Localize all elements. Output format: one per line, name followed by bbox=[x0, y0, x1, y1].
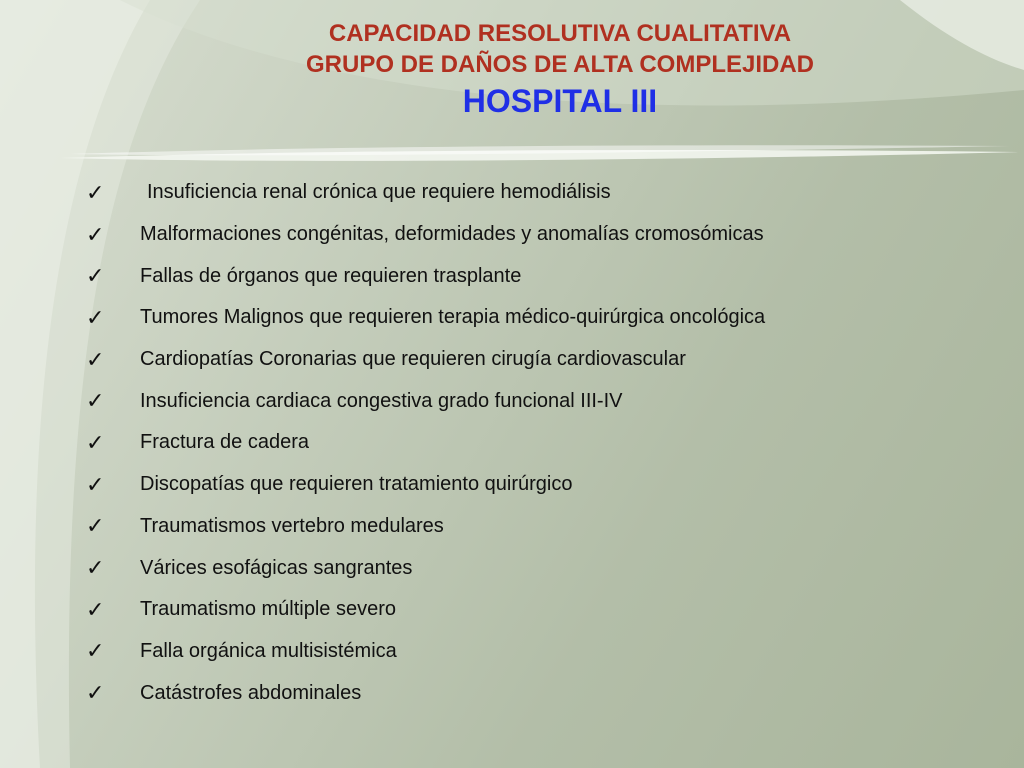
list-item-text: Fractura de cadera bbox=[140, 431, 309, 454]
check-icon: ✓ bbox=[86, 179, 105, 205]
check-icon: ✓ bbox=[86, 429, 105, 455]
list-item bbox=[86, 631, 765, 673]
list-item bbox=[86, 672, 765, 714]
list-item-text: Catástrofes abdominales bbox=[140, 681, 362, 704]
list-item-text: Fallas de órganos que requieren trasplante bbox=[140, 264, 522, 287]
list-item bbox=[86, 422, 765, 464]
check-icon: ✓ bbox=[86, 263, 105, 289]
check-icon: ✓ bbox=[86, 388, 105, 414]
check-icon: ✓ bbox=[86, 596, 105, 622]
list-item-text: Cardiopatías Coronarias que requieren cirugía cardiovascular bbox=[140, 348, 686, 371]
list-item bbox=[86, 255, 765, 297]
list-item-text: Discopatías que requieren tratamiento quirúrgico bbox=[140, 473, 573, 496]
list-item-text: Insuficiencia renal crónica que requiere hemodiálisis bbox=[147, 181, 611, 204]
title-line-2: GRUPO DE DAÑOS DE ALTA COMPLEJIDAD bbox=[305, 51, 815, 78]
check-icon: ✓ bbox=[86, 346, 105, 372]
list-item bbox=[86, 380, 765, 422]
check-icon: ✓ bbox=[86, 304, 105, 330]
slide-title bbox=[0, 18, 1024, 122]
list-item-text: Insuficiencia cardiaca congestiva grado funcional III-IV bbox=[140, 389, 623, 412]
list-item bbox=[86, 589, 765, 631]
list-item-text: Malformaciones congénitas, deformidades y anomalías cromosómicas bbox=[140, 223, 764, 246]
check-icon: ✓ bbox=[86, 221, 105, 247]
complex-conditions-list bbox=[86, 172, 765, 714]
list-item bbox=[86, 506, 765, 548]
list-item-text: Traumatismos vertebro medulares bbox=[140, 514, 444, 537]
check-icon: ✓ bbox=[86, 471, 105, 497]
list-item bbox=[86, 297, 765, 339]
list-item-text: Traumatismo múltiple severo bbox=[140, 598, 397, 621]
title-line-1: CAPACIDAD RESOLUTIVA CUALITATIVA bbox=[328, 20, 792, 47]
list-item-text: Tumores Malignos que requieren terapia médico-quirúrgica oncológica bbox=[140, 306, 766, 329]
list-item bbox=[86, 214, 765, 256]
check-icon: ✓ bbox=[86, 513, 105, 539]
list-item bbox=[86, 464, 765, 506]
title-hospital: HOSPITAL III bbox=[462, 83, 658, 119]
check-icon: ✓ bbox=[86, 638, 105, 664]
list-item-text: Várices esofágicas sangrantes bbox=[140, 556, 413, 579]
list-item bbox=[86, 547, 765, 589]
list-item-text: Falla orgánica multisistémica bbox=[140, 639, 397, 662]
check-icon: ✓ bbox=[86, 680, 105, 706]
check-icon: ✓ bbox=[86, 555, 105, 581]
list-item bbox=[86, 339, 765, 381]
list-item bbox=[86, 172, 765, 214]
